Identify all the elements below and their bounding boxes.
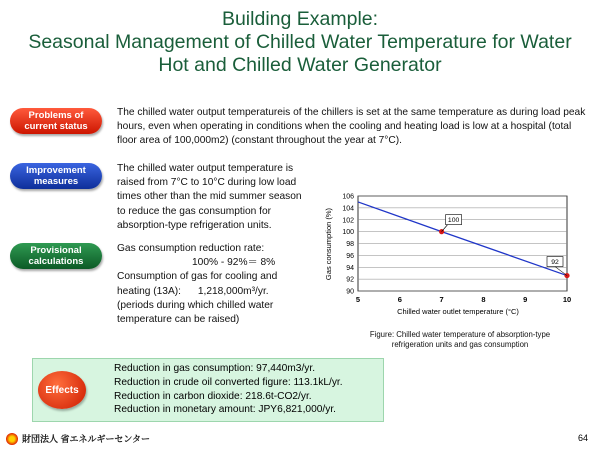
consumption-value: 1,218,000m³/yr. — [197, 285, 269, 297]
caption-line1: Figure: Chilled water temperature of absorption-type — [369, 330, 551, 339]
y-tick-label: 104 — [342, 205, 354, 213]
problems-text: The chilled water output temperatureis of the chillers is set at the same temperature as during load peak hours, even when operating in conditions when the cooling and heating load is low at a hospital (total floor area of 100,000m2) (constant throughout the year at 7°C). — [117, 107, 586, 147]
x-axis-label: Chilled water outlet temperature (°C) — [397, 307, 519, 316]
rate-formula: 100% - 92%＝ 8% — [192, 257, 276, 269]
x-tick-label: 8 — [481, 295, 486, 304]
y-tick-label: 94 — [346, 264, 354, 272]
improvement-text: The chilled water output temperature is raised from 7°C to 10°C during low load times other than the mid summer season to reduce the gas consumption for absorption-type refrigeration units. — [117, 163, 302, 231]
footer-logo — [6, 432, 150, 445]
improvement-label — [10, 163, 102, 189]
effect-item: Reduction in gas consumption: 97,440m3/yr. — [114, 363, 316, 374]
provisional-block — [117, 242, 317, 327]
x-tick-label: 7 — [439, 295, 444, 304]
problems-label-line2: current status — [24, 121, 88, 132]
improvement-label-line2: measures — [33, 176, 79, 187]
y-tick-label: 106 — [342, 193, 354, 201]
x-tick-label: 6 — [397, 295, 402, 304]
improvement-label-line1: Improvement — [26, 165, 86, 176]
effects-label: Effects — [38, 371, 86, 409]
consumption-line2 — [117, 285, 317, 299]
provisional-label-line2: calculations — [28, 256, 84, 267]
y-tick-label: 92 — [346, 276, 354, 284]
org-name: 財団法人 省エネルギーセンター — [22, 434, 150, 444]
y-tick-label: 96 — [346, 252, 354, 260]
effect-item: Reduction in carbon dioxide: 218.6t-CO2/yr. — [114, 390, 312, 402]
note-line1: (periods during which chilled water — [117, 299, 274, 311]
x-tick-label: 10 — [562, 295, 572, 304]
page-number: 64 — [578, 433, 589, 443]
consumption-prefix: heating (13A): — [117, 285, 181, 297]
figure-caption — [350, 330, 570, 350]
title-line-3: Hot and Chilled Water Generator — [158, 54, 442, 76]
eccj-logo-icon — [6, 433, 18, 445]
title-line-1: Building Example: — [221, 8, 379, 30]
provisional-label-line1: Provisional — [30, 245, 82, 256]
title-line-2: Seasonal Management of Chilled Water Temperature for Water — [28, 31, 572, 53]
slide-title — [0, 8, 600, 77]
data-label: 100 — [447, 217, 460, 225]
y-axis-label: Gas consumption (%) — [324, 207, 333, 281]
problems-label-line1: Problems of — [28, 110, 84, 121]
effects-list — [114, 362, 343, 417]
effect-item: Reduction in monetary amount: JPY6,821,000/yr. — [114, 404, 336, 416]
rate-label: Gas consumption reduction rate: — [117, 243, 265, 254]
effect-item: Reduction in crude oil converted figure: 113.1kL/yr. — [114, 376, 343, 388]
data-label: 92 — [551, 259, 559, 267]
problems-label — [10, 108, 102, 134]
y-tick-label: 102 — [342, 217, 354, 225]
y-tick-label: 90 — [346, 288, 354, 296]
y-tick-label: 98 — [346, 241, 354, 248]
caption-line2: refrigeration units and gas consumption — [391, 340, 529, 349]
x-tick-label: 9 — [523, 295, 528, 304]
y-tick-label: 100 — [342, 229, 354, 237]
provisional-label — [10, 243, 102, 269]
gas-consumption-chart — [318, 186, 580, 324]
note-line2: temperature can be raised) — [117, 314, 240, 326]
x-tick-label: 5 — [355, 295, 361, 304]
consumption-line1: Consumption of gas for cooling and — [117, 271, 278, 283]
